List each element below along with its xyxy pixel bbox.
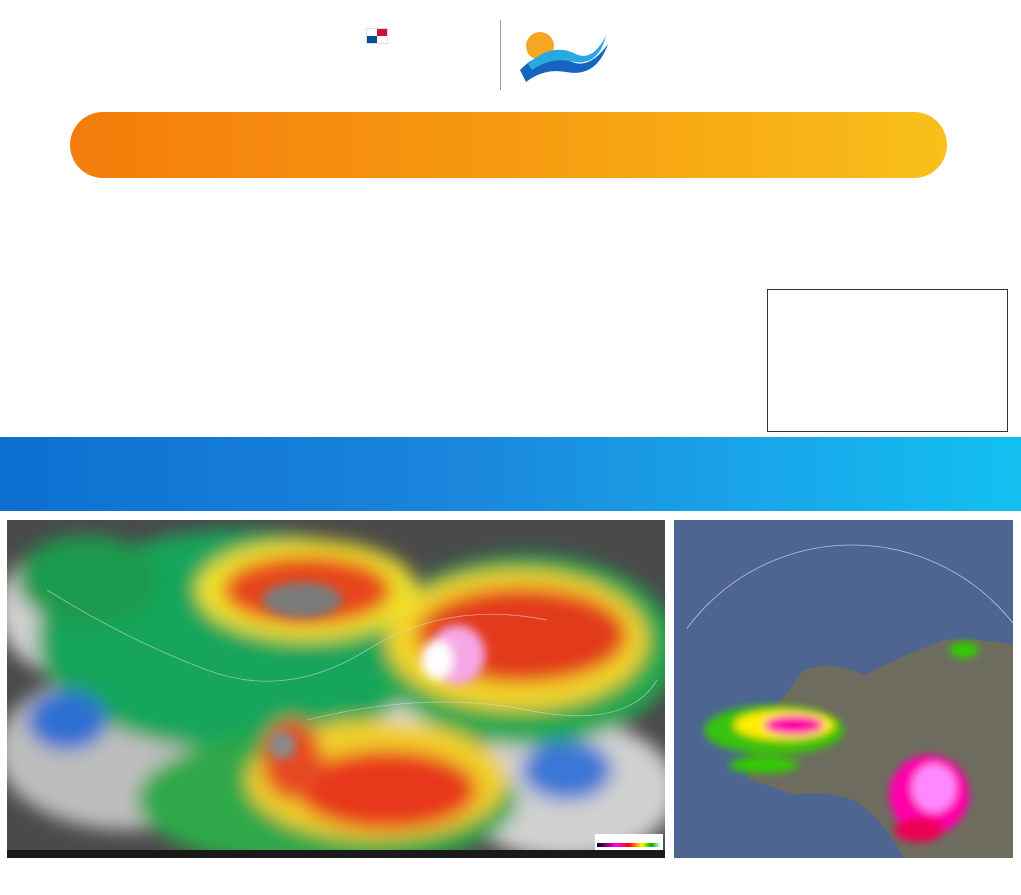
validity-bar	[0, 437, 1021, 511]
header-divider	[500, 20, 501, 90]
gobierno-logo	[262, 28, 492, 90]
imhpa-logo-icon	[518, 26, 610, 86]
intensity-table-title	[768, 290, 1007, 294]
satellite-infrared-graphic	[7, 520, 665, 858]
warning-title-banner	[70, 112, 947, 178]
panama-flag-icon	[366, 28, 388, 44]
intensity-table	[767, 289, 1008, 432]
radar-image	[674, 520, 1013, 858]
radar-graphic	[674, 520, 1013, 858]
satellite-image	[7, 520, 665, 858]
